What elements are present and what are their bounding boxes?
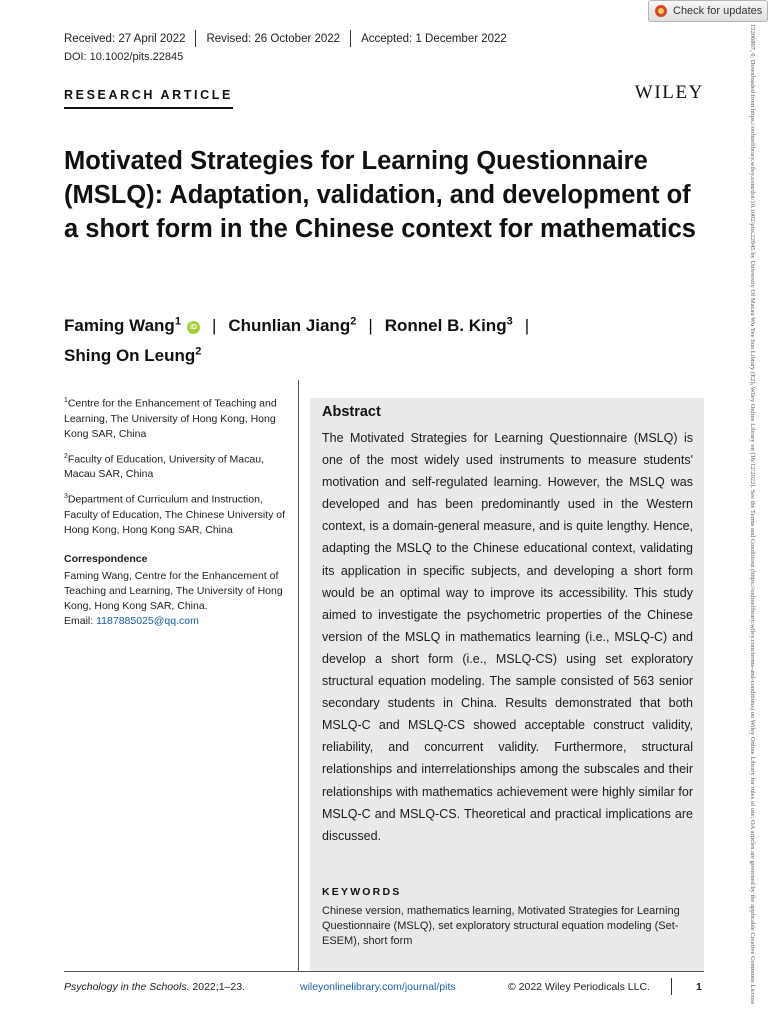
correspondence-text: Faming Wang, Centre for the Enhancement of Teaching and Learning, The University of Hong Kong, Hong Kong SAR, China. (64, 569, 283, 612)
correspondence-email: Email: 1187885025@qq.com (64, 614, 199, 627)
author-name[interactable]: Faming Wang$^1$ (64, 315, 181, 335)
affiliation: $^1$Centre for the Enhancement of Teaching and Learning, The University of Hong Kong, Hong Kong SAR, China (64, 397, 277, 440)
publisher-logo: WILEY (634, 82, 704, 103)
footer-rule (64, 971, 704, 972)
column-divider (298, 380, 299, 971)
author-name[interactable]: Shing On Leung$^2$ (64, 345, 202, 366)
abstract-box (310, 398, 704, 971)
check-for-updates-label: Check for updates (673, 5, 763, 17)
footer-divider (671, 978, 672, 995)
author-separator: | (368, 315, 373, 335)
download-side-note: 15206807, 0, Downloaded from https://onlinelibrary.wiley.com/doi/10.1002/pits.22845 by University Of Macau Wu Yee Sun Library (E2), Wiley Online Library on [16/12/2022]. See the Terms and Conditions (https://onlinelibrary.wiley.com/terms-and-conditions) on Wiley Online Library for rules of use; OA articles are governed by the applicable Creative Commons License (749, 24, 756, 1005)
email-link[interactable]: 1187885025@qq.com (96, 614, 199, 627)
date-divider (195, 30, 196, 47)
journal-citation: Psychology in the Schools. 2022;1–23. (64, 981, 245, 993)
accepted-date: Accepted: 1 December 2022 (361, 32, 507, 45)
abstract-text: The Motivated Strategies for Learning Questionnaire (MSLQ) is one of the most widely used instruments to measure students' motivation and self-regulated learning. However, the MSLQ was developed and has been predominantly used in the Western context, is a domain-general measure, and is quite lengthy. Hence, adapting the MSLQ to the Chinese educational context, validating its application in specific subjects, and developing a short form would be an optimal way to improve its accessibility. This study aimed to investigate the psychometric properties of the Chinese version of the MSLQ in mathematics learning (i.e., MSLQ-C) and develop a short form (i.e., MSLQ-CS) using set exploratory structural equation modeling. The sample consisted of 563 senior secondary students in China. Results demonstrated that both MSLQ-C and MSLQ-CS showed acceptable construct validity, reliability, and concurrent validity. Furthermore, structural relationships and interrelationships among the subscales and their relationships with mathematics achievement were highly similar for MSLQ-C and MSLQ-CS. Theoretical and practical implications are discussed. (322, 431, 693, 843)
author-separator: | (524, 315, 530, 335)
affiliation: $^2$Faculty of Education, University of Macau, Macau SAR, China (64, 452, 264, 480)
article-type-label: RESEARCH ARTICLE (64, 88, 233, 109)
check-for-updates-button[interactable] (648, 0, 768, 22)
author-separator: | (211, 315, 217, 335)
author-name[interactable]: Ronnel B. King$^3$ (384, 315, 513, 335)
abstract-heading: Abstract (322, 404, 381, 420)
journal-link[interactable]: wileyonlinelibrary.com/journal/pits (300, 981, 456, 993)
page-number: 1 (696, 981, 702, 993)
author-name[interactable]: Chunlian Jiang$^2$ (228, 315, 357, 335)
copyright: © 2022 Wiley Periodicals LLC. (508, 981, 650, 993)
author-list (64, 308, 664, 369)
date-divider (350, 30, 351, 47)
correspondence-heading: Correspondence (64, 552, 148, 565)
revised-date: Revised: 26 October 2022 (206, 32, 341, 45)
orcid-icon[interactable]: iD (187, 321, 200, 334)
article-title: Motivated Strategies for Learning Questionnaire (MSLQ): Adaptation, validation, and development of a short form in the Chinese context for mathematics (64, 147, 696, 243)
affiliation: $^3$Department of Curriculum and Instruction, Faculty of Education, The Chinese University of Hong Kong, Hong Kong SAR, China (64, 493, 285, 536)
received-date: Received: 27 April 2022 (64, 32, 186, 45)
keywords-heading: KEYWORDS (322, 886, 402, 898)
keywords-text: Chinese version, mathematics learning, Motivated Strategies for Learning Questionnaire (MSLQ), set exploratory structural equation modeling (Set-ESEM), short form (322, 905, 680, 947)
article-dates (64, 30, 507, 47)
doi: DOI: 10.1002/pits.22845 (64, 51, 184, 63)
crossmark-icon (655, 5, 667, 17)
affiliations (64, 393, 289, 629)
